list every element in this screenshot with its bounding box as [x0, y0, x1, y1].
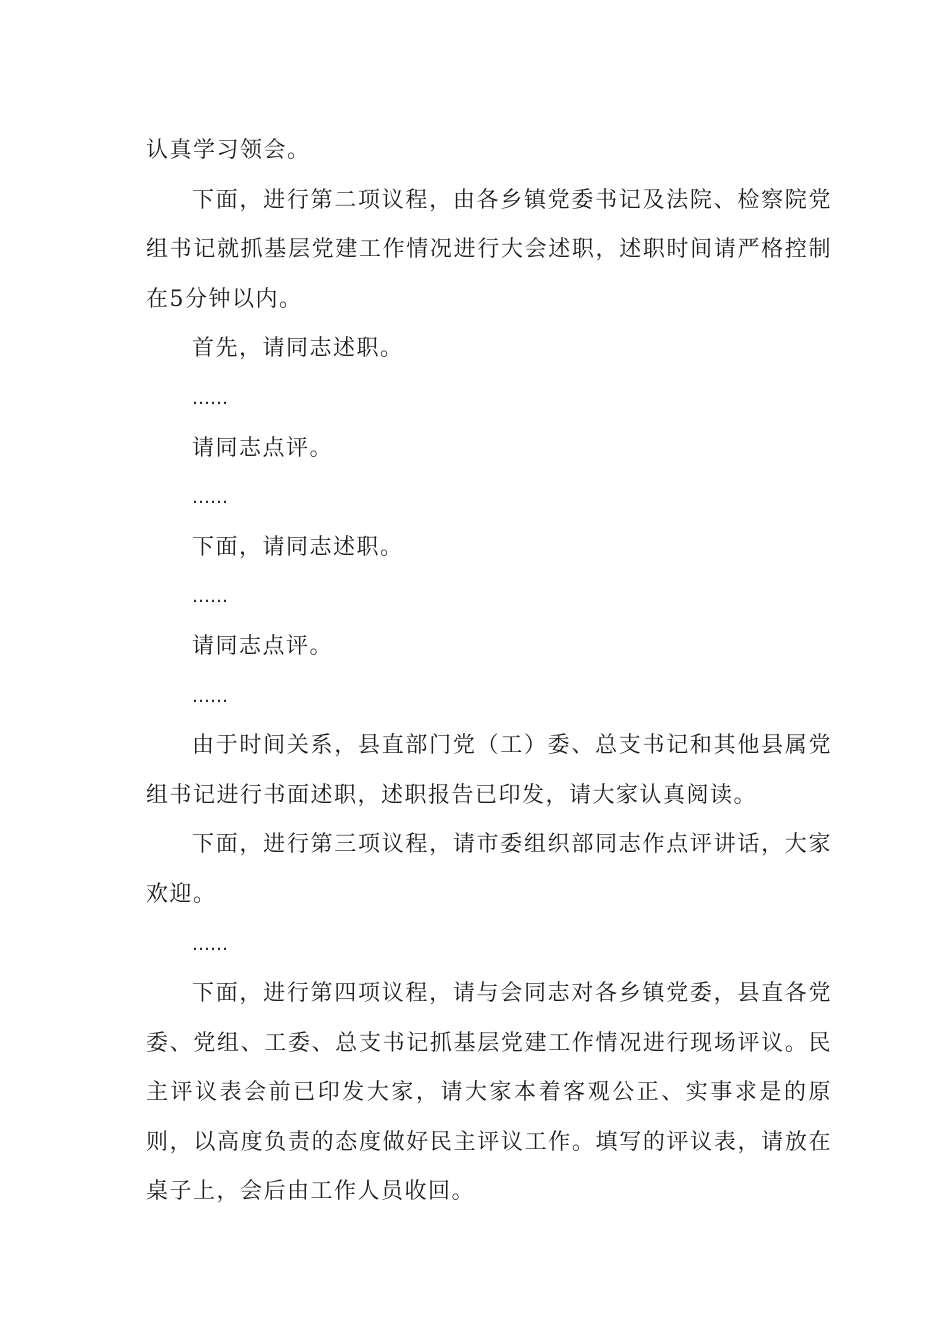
paragraph-comment: 请同志点评。 — [192, 435, 334, 461]
ellipsis-line: …… — [192, 487, 228, 509]
paragraph-written-reports: 由于时间关系，县直部门党（工）委、总支书记和其他县属党组书记进行书面述职，述职报告已印发，请大家认真阅读。 — [146, 733, 832, 808]
ellipsis-line: …… — [192, 586, 228, 608]
paragraph-agenda-item-three: 下面，进行第三项议程，请市委组织部同志作点评讲话，大家欢迎。 — [146, 832, 832, 907]
document-body — [146, 126, 832, 1217]
ellipsis-line: …… — [192, 387, 228, 409]
ellipsis-line: …… — [192, 933, 228, 955]
paragraph-next-report: 下面，请同志述职。 — [192, 534, 404, 560]
paragraph-first-report: 首先，请同志述职。 — [192, 336, 404, 362]
paragraph-agenda-item-four: 下面，进行第四项议程，请与会同志对各乡镇党委，县直各党委、党组、工委、总支书记抓基层党建工作情况进行现场评议。民主评议表会前已印发大家，请大家本着客观公正、实事求是的原则，以高度负责的态度做好民主评议工作。填写的评议表，请放在桌子上，会后由工作人员收回。 — [146, 981, 832, 1205]
paragraph-continuation: 认真学习领会。 — [146, 138, 311, 163]
paragraph-comment: 请同志点评。 — [192, 633, 334, 659]
ellipsis-line: …… — [192, 685, 228, 707]
paragraph-agenda-item-two: 下面，进行第二项议程，由各乡镇党委书记及法院、检察院党组书记就抓基层党建工作情况进行大会述职，述职时间请严格控制在5分钟以内。 — [146, 187, 832, 312]
